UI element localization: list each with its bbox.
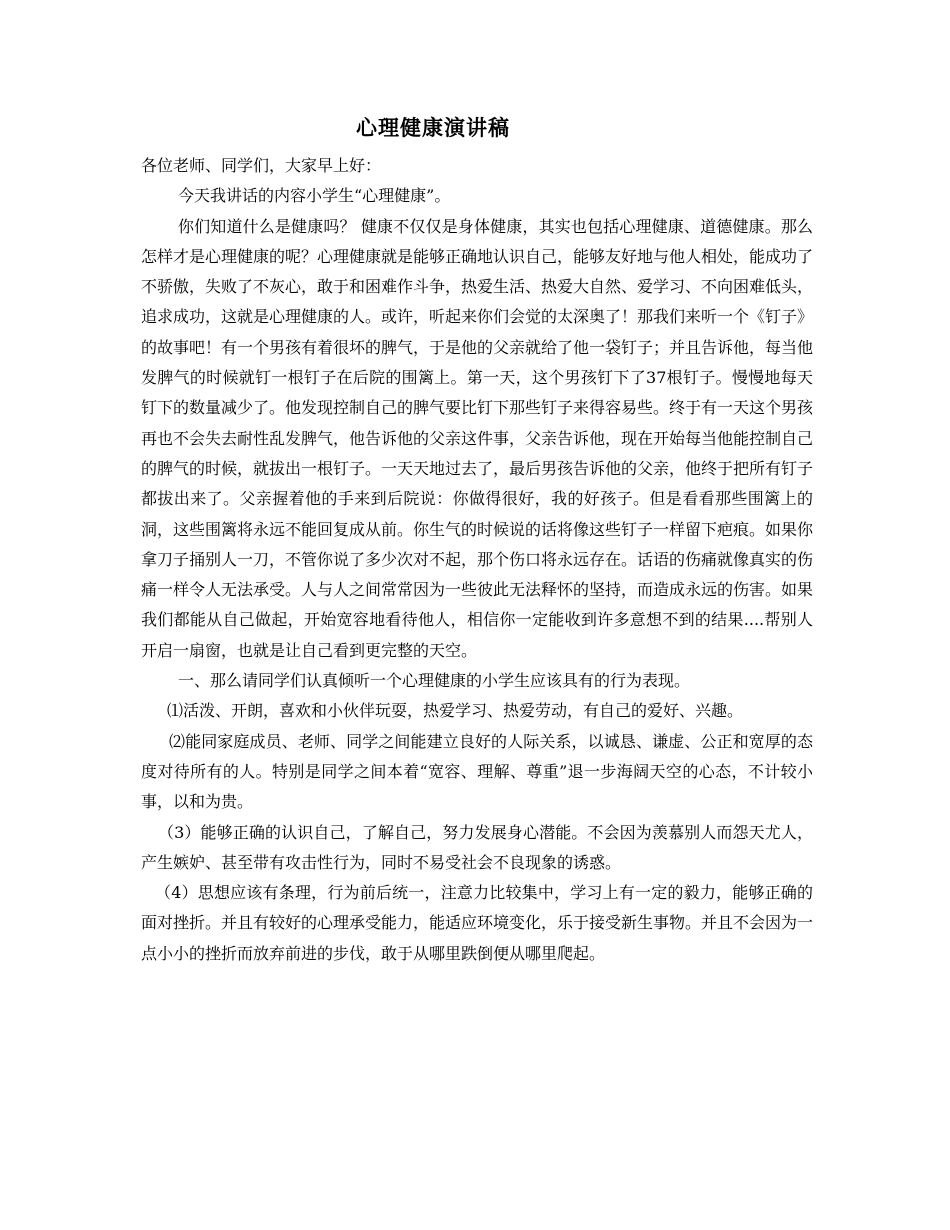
paragraph-intro: 今天我讲话的内容小学生“心理健康”。 [178,186,451,206]
paragraph-section-heading: 一、那么请同学们认真倾听一个心理健康的小学生应该具有的行为表现。 [178,671,691,691]
document-body [141,151,813,969]
list-item: （3）能够正确的认识自己，了解自己，努力发展身心潜能。不会因为羡慕别人而怨天尤人，产生嫉妒、甚至带有攻击性行为，同时不易受社会不良现象的诱惑。 [141,822,813,872]
greeting: 各位老师、同学们，大家早上好： [141,156,382,175]
list-item: ⑵能同家庭成员、老师、同学之间能建立良好的人际关系，以诚恳、谦虚、公正和宽厚的态度对待所有的人。特别是同学之间本着“宽容、理解、尊重”退一步海阔天空的心态，不计较小事，以和为贵。 [141,731,813,812]
paragraph-story: 你们知道什么是健康吗？ 健康不仅仅是身体健康，其实也包括心理健康、道德健康。那么怎样才是心理健康的呢？心理健康就是能够正确地认识自己，能够友好地与他人相处，能成功了不骄傲，失败了不灰心，敢于和困难作斗争，热爱生活、热爱大自然、爱学习、不向困难低头，追求成功，这就是心理健康的人。或许，听起来你们会觉的太深奥了！那我们来听一个《钉子》的故事吧！有一个男孩有着很坏的脾气，于是他的父亲就给了他一袋钉子；并且告诉他，每当他发脾气的时候就钉一根钉子在后院的围篱上。第一天，这个男孩钉下了37根钉子。慢慢地每天钉下的数量减少了。他发现控制自己的脾气要比钉下那些钉子来得容易些。终于有一天这个男孩再也不会失去耐性乱发脾气，他告诉他的父亲这件事，父亲告诉他，现在开始每当他能控制自己的脾气的时候，就拔出一根钉子。一天天地过去了，最后男孩告诉他的父亲，他终于把所有钉子都拔出来了。父亲握着他的手来到后院说：你做得很好，我的好孩子。但是看看那些围篱上的洞，这些围篱将永远不能回复成从前。你生气的时候说的话将像这些钉子一样留下疤痕。如果你拿刀子捅别人一刀，不管你说了多少次对不起，那个伤口将永远存在。话语的伤痛就像真实的伤痛一样令人无法承受。人与人之间常常因为一些彼此无法释怀的坚持，而造成永远的伤害。如果我们都能从自己做起，开始宽容地看待他人，相信你一定能收到许多意想不到的结果....帮别人开启一扇窗，也就是让自己看到更完整的天空。 [141,216,814,660]
list-item: ⑴活泼、开朗，喜欢和小伙伴玩耍，热爱学习、热爱劳动，有自己的爱好、兴趣。 [167,701,744,721]
list-item: （4）思想应该有条理，行为前后统一，注意力比较集中，学习上有一定的毅力，能够正确的面对挫折。并且有较好的心理承受能力，能适应环境变化，乐于接受新生事物。并且不会因为一点小小的挫折而放弃前进的步伐，敢于从哪里跌倒便从哪里爬起。 [141,883,814,963]
document-title: 心理健康演讲稿 [356,115,510,140]
